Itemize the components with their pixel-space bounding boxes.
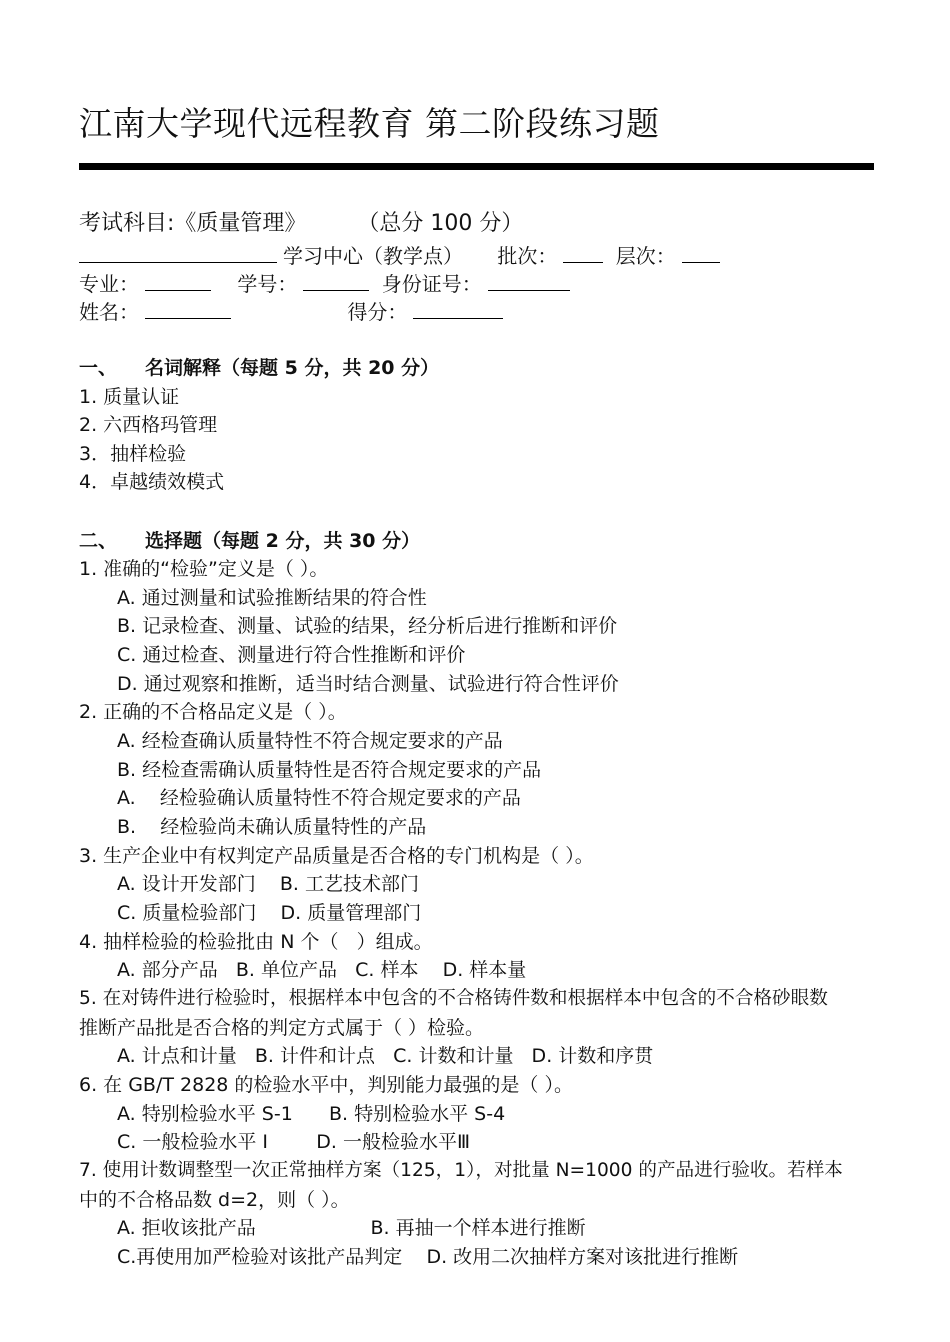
score-label: 得分： bbox=[347, 300, 408, 324]
level-label: 层次： bbox=[615, 244, 676, 268]
section2-heading bbox=[79, 527, 420, 555]
question-option: A. 特别检验水平 S-1 B. 特别检验水平 S-4 bbox=[117, 1103, 506, 1125]
question-stem: 1. 准确的“检验”定义是（ ）。 bbox=[79, 558, 329, 580]
student-id-label: 学号： bbox=[237, 272, 298, 296]
question-option: C. 质量检验部门 D. 质量管理部门 bbox=[117, 902, 422, 924]
id-card-blank[interactable] bbox=[488, 272, 570, 291]
major-label: 专业： bbox=[79, 272, 139, 296]
question-stem: 5. 在对铸件进行检验时，根据样本中包含的不合格铸件数和根据样本中包含的不合格砂眼数 bbox=[79, 988, 828, 1009]
section2-number: 二、 bbox=[79, 530, 118, 552]
question-stem: 3. 生产企业中有权判定产品质量是否合格的专门机构是（ ）。 bbox=[79, 845, 594, 867]
question-option: A. 经检查确认质量特性不符合规定要求的产品 bbox=[117, 730, 503, 752]
section2-title: 选择题（每题 2 分，共 30 分） bbox=[145, 530, 421, 552]
question-option: B. 经检验尚未确认质量特性的产品 bbox=[117, 816, 427, 838]
question-stem: 4. 抽样检验的检验批由 N 个（ ）组成。 bbox=[79, 931, 433, 953]
id-card-label: 身份证号： bbox=[381, 272, 482, 296]
major-line bbox=[79, 270, 576, 298]
question-option: B. 记录检查、测量、试验的结果，经分析后进行推断和评价 bbox=[117, 615, 618, 637]
major-blank[interactable] bbox=[145, 272, 211, 291]
center-line bbox=[79, 242, 726, 270]
section1-number: 一、 bbox=[79, 357, 118, 379]
name-line bbox=[79, 298, 509, 326]
question-stem-continued: 推断产品批是否合格的判定方式属于（ ）检验。 bbox=[79, 1017, 485, 1039]
center-label: 学习中心（教学点） bbox=[283, 244, 463, 268]
subject-label: 考试科目:《质量管理》 bbox=[79, 211, 307, 236]
question-stem-continued: 中的不合格品数 d=2，则（ ）。 bbox=[79, 1189, 350, 1211]
center-blank[interactable] bbox=[79, 244, 277, 263]
question-option: A. 拒收该批产品 B. 再抽一个样本进行推断 bbox=[117, 1217, 586, 1239]
name-blank[interactable] bbox=[145, 300, 231, 319]
section1-heading bbox=[79, 354, 439, 382]
batch-label: 批次： bbox=[497, 244, 558, 268]
question-option: D. 通过观察和推断，适当时结合测量、试验进行符合性评价 bbox=[117, 673, 619, 695]
question-option: A. 部分产品 B. 单位产品 C. 样本 D. 样本量 bbox=[117, 959, 527, 981]
section1-title: 名词解释（每题 5 分，共 20 分） bbox=[145, 357, 440, 379]
subject-line bbox=[79, 208, 523, 240]
name-label: 姓名： bbox=[79, 300, 139, 324]
question-option: C. 一般检验水平 Ⅰ D. 一般检验水平Ⅲ bbox=[117, 1131, 471, 1153]
question-option: A. 设计开发部门 B. 工艺技术部门 bbox=[117, 873, 420, 895]
question-option: C. 通过检查、测量进行符合性推断和评价 bbox=[117, 644, 466, 666]
score-blank[interactable] bbox=[413, 300, 503, 319]
question-stem: 2. 正确的不合格品定义是（ ）。 bbox=[79, 701, 347, 723]
section1-item: 3．抽样检验 bbox=[79, 443, 187, 465]
question-option: A. 经检验确认质量特性不符合规定要求的产品 bbox=[117, 787, 521, 809]
section1-item: 2. 六西格玛管理 bbox=[79, 414, 218, 436]
student-id-blank[interactable] bbox=[303, 272, 369, 291]
total-score-label: （总分 100 分） bbox=[368, 211, 524, 236]
section1-item: 4．卓越绩效模式 bbox=[79, 471, 225, 493]
question-stem: 7. 使用计数调整型一次正常抽样方案（125，1），对批量 N=1000 的产品进行验收。若样本 bbox=[79, 1160, 843, 1181]
level-blank[interactable] bbox=[682, 244, 720, 263]
section1-item: 1. 质量认证 bbox=[79, 386, 180, 408]
question-option: C.再使用加严检验对该批产品判定 D. 改用二次抽样方案对该批进行推断 bbox=[117, 1246, 739, 1268]
title-divider bbox=[79, 163, 874, 170]
question-stem: 6. 在 GB/T 2828 的检验水平中，判别能力最强的是（ ）。 bbox=[79, 1074, 573, 1096]
question-option: A. 通过测量和试验推断结果的符合性 bbox=[117, 587, 427, 609]
page-title: 江南大学现代远程教育 第二阶段练习题 bbox=[79, 104, 660, 143]
batch-blank[interactable] bbox=[563, 244, 603, 263]
question-option: A. 计点和计量 B. 计件和计点 C. 计数和计量 D. 计数和序贯 bbox=[117, 1045, 654, 1067]
question-option: B. 经检查需确认质量特性是否符合规定要求的产品 bbox=[117, 759, 542, 781]
